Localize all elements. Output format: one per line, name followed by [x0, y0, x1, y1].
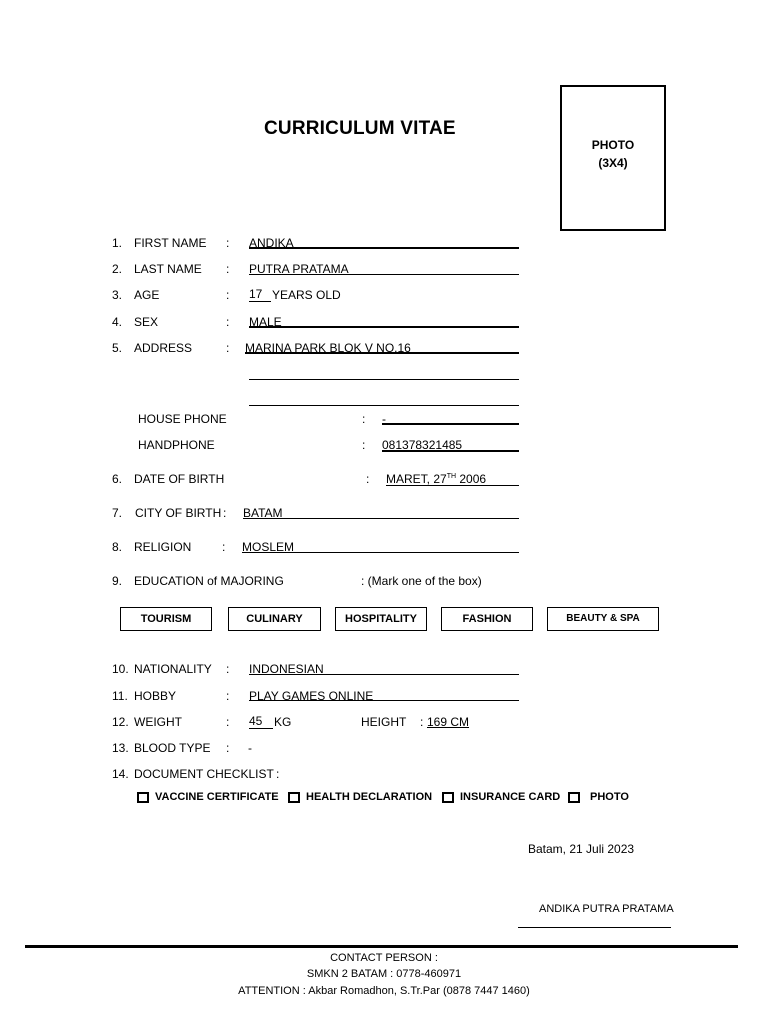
- separator: :: [420, 715, 424, 729]
- major-beauty-spa-box[interactable]: BEAUTY & SPA: [547, 607, 659, 631]
- address-value[interactable]: MARINA PARK BLOK V NO.16: [245, 341, 411, 355]
- address-line-2[interactable]: [249, 379, 519, 380]
- house-phone-label: HOUSE PHONE: [138, 412, 227, 426]
- separator: :: [226, 262, 230, 276]
- photo-placeholder: [562, 136, 664, 172]
- sex-label: SEX: [134, 315, 159, 329]
- underline: [386, 485, 519, 486]
- separator: :: [362, 412, 366, 426]
- photo-label: PHOTO: [590, 791, 629, 803]
- footer-school-contact: SMKN 2 BATAM : 0778-460971: [306, 968, 462, 980]
- major-tourism-box[interactable]: TOURISM: [120, 607, 212, 631]
- separator: :: [226, 315, 230, 329]
- age-unit: YEARS OLD: [272, 288, 341, 302]
- education-note: : (Mark one of the box): [361, 574, 482, 588]
- field-number: 7.: [112, 506, 123, 520]
- signature-line: [518, 927, 671, 928]
- address-line-3[interactable]: [249, 405, 519, 406]
- field-number: 2.: [112, 262, 123, 276]
- weight-unit: KG: [274, 715, 292, 729]
- separator: :: [222, 540, 226, 554]
- underline: [382, 450, 519, 452]
- underline: [249, 674, 519, 675]
- underline: [249, 247, 519, 249]
- field-number: 5.: [112, 341, 123, 355]
- age-value[interactable]: 17: [249, 288, 271, 302]
- date-of-birth-label: DATE OF BIRTH: [134, 472, 225, 486]
- field-number: 13.: [112, 741, 129, 755]
- religion-value[interactable]: MOSLEM: [242, 540, 295, 554]
- photo-size: (3X4): [598, 156, 628, 170]
- health-declaration-checkbox[interactable]: [288, 792, 300, 803]
- place-date: Batam, 21 Juli 2023: [528, 842, 635, 856]
- field-number: 14.: [112, 767, 129, 781]
- underline: [245, 352, 519, 354]
- signature-name: ANDIKA PUTRA PRATAMA: [539, 903, 674, 915]
- page-title: CURRICULUM VITAE: [264, 118, 456, 139]
- underline: [249, 700, 519, 701]
- blood-type-label: BLOOD TYPE: [134, 741, 211, 755]
- field-number: 11.: [112, 689, 128, 703]
- field-number: 6.: [112, 472, 123, 486]
- city-of-birth-value[interactable]: BATAM: [243, 506, 283, 520]
- footer-contact-heading: CONTACT PERSON :: [330, 952, 438, 964]
- field-number: 8.: [112, 540, 123, 554]
- sex-value[interactable]: MALE: [249, 315, 282, 329]
- underline: [249, 326, 519, 328]
- insurance-card-label: INSURANCE CARD: [460, 791, 561, 803]
- nationality-label: NATIONALITY: [134, 662, 212, 676]
- separator: :: [226, 236, 230, 250]
- photo-checkbox[interactable]: [568, 792, 580, 803]
- first-name-label: FIRST NAME: [134, 236, 207, 250]
- weight-value[interactable]: 45: [249, 715, 273, 729]
- field-number: 10.: [112, 662, 129, 676]
- separator: :: [226, 662, 230, 676]
- separator: :: [226, 689, 230, 703]
- insurance-card-checkbox[interactable]: [442, 792, 454, 803]
- photo-label: PHOTO: [591, 138, 635, 152]
- vaccine-certificate-checkbox[interactable]: [137, 792, 149, 803]
- separator: :: [366, 472, 370, 486]
- field-number: 4.: [112, 315, 123, 329]
- vaccine-certificate-label: VACCINE CERTIFICATE: [155, 791, 279, 803]
- separator: :: [226, 288, 230, 302]
- underline: [242, 552, 519, 553]
- underline: [243, 518, 519, 519]
- blood-type-value[interactable]: -: [248, 741, 252, 755]
- nationality-value[interactable]: INDONESIAN: [249, 662, 324, 676]
- document-checklist-label: DOCUMENT CHECKLIST: [134, 767, 274, 781]
- footer-attention: ATTENTION : Akbar Romadhon, S.Tr.Par (0878 7447 1460): [238, 985, 530, 997]
- hobby-label: HOBBY: [134, 689, 177, 703]
- date-of-birth-value[interactable]: MARET, 27TH 2006: [386, 472, 487, 486]
- address-label: ADDRESS: [134, 341, 193, 355]
- last-name-value[interactable]: PUTRA PRATAMA: [249, 262, 349, 276]
- age-label: AGE: [134, 288, 160, 302]
- religion-label: RELIGION: [134, 540, 192, 554]
- major-fashion-box[interactable]: FASHION: [441, 607, 533, 631]
- height-label: HEIGHT: [361, 715, 407, 729]
- field-number: 1.: [112, 236, 123, 250]
- separator: :: [362, 438, 366, 452]
- handphone-value[interactable]: 081378321485: [382, 438, 463, 452]
- field-number: 3.: [112, 288, 123, 302]
- city-of-birth-label: CITY OF BIRTH: [135, 506, 222, 520]
- education-label: EDUCATION of MAJORING: [134, 574, 284, 588]
- handphone-label: HANDPHONE: [138, 438, 215, 452]
- field-number: 12.: [112, 715, 129, 729]
- footer-divider: [25, 945, 738, 948]
- separator: :: [226, 341, 230, 355]
- health-declaration-label: HEALTH DECLARATION: [306, 791, 433, 803]
- separator: :: [226, 741, 230, 755]
- photo-box: [560, 85, 666, 231]
- separator: :: [226, 715, 230, 729]
- field-number: 9.: [112, 574, 123, 588]
- height-value[interactable]: 169 CM: [427, 715, 470, 729]
- major-hospitality-box[interactable]: HOSPITALITY: [335, 607, 427, 631]
- first-name-value[interactable]: ANDIKA: [249, 236, 294, 250]
- house-phone-value[interactable]: -: [382, 412, 386, 426]
- underline: [249, 274, 519, 275]
- separator: :: [276, 767, 280, 781]
- weight-label: WEIGHT: [134, 715, 182, 729]
- major-culinary-box[interactable]: CULINARY: [228, 607, 321, 631]
- last-name-label: LAST NAME: [134, 262, 202, 276]
- separator: :: [223, 506, 227, 520]
- hobby-value[interactable]: PLAY GAMES ONLINE: [249, 689, 374, 703]
- underline: [382, 423, 519, 425]
